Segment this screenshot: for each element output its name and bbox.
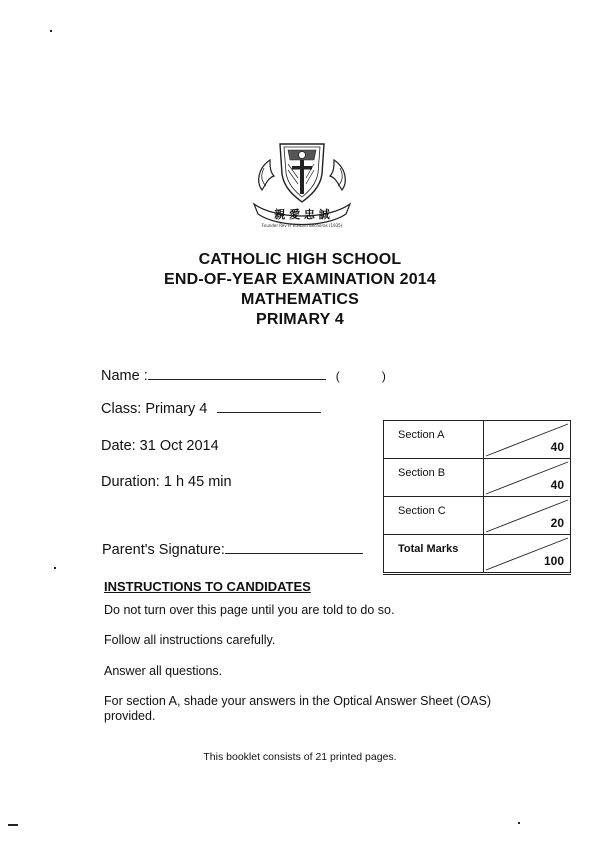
school-name: CATHOLIC HIGH SCHOOL: [198, 251, 402, 268]
date-field: [101, 438, 219, 454]
marks-row-label: Total Marks: [384, 535, 484, 574]
name-label: Name :: [101, 368, 148, 384]
scan-speck: [50, 30, 52, 32]
instruction-item: Follow all instructions carefully.: [104, 633, 276, 647]
marks-row-value: [484, 497, 571, 535]
marks-row-value: [484, 459, 571, 497]
marks-row: [384, 421, 571, 459]
exam-name: END-OF-YEAR EXAMINATION 2014: [163, 271, 436, 288]
pages-note: This booklet consists of 21 printed pages.: [203, 751, 397, 763]
scan-speck: [54, 567, 56, 569]
exam-title-block: [0, 250, 600, 330]
signature-blank-line: [225, 552, 363, 554]
name-field: [101, 368, 386, 384]
crest-banner-text: Founder Rev Fr Edward Becheras (1935): [261, 223, 343, 228]
marks-row-value: [484, 535, 571, 574]
signature-field: [102, 542, 363, 558]
marks-row-label: Section B: [384, 459, 484, 497]
instructions-heading: INSTRUCTIONS TO CANDIDATES: [104, 579, 311, 594]
name-blank-line: [148, 378, 326, 380]
instruction-item: Answer all questions.: [104, 664, 223, 678]
level-name: PRIMARY 4: [255, 311, 345, 328]
index-paren-close: ): [381, 369, 386, 383]
duration-field: [101, 474, 232, 490]
instruction-item: For section A, shade your answers in the Optical Answer Sheet (OAS) provided.: [104, 694, 491, 723]
school-crest-logo: [248, 138, 356, 230]
marks-row-label: Section A: [384, 421, 484, 459]
marks-value: 20: [550, 516, 564, 530]
marks-value: 40: [550, 440, 564, 454]
scan-speck: [518, 822, 520, 824]
date-label: Date: 31 Oct 2014: [101, 438, 219, 454]
marks-table: [383, 420, 571, 575]
marks-row-value: [484, 421, 571, 459]
marks-total-row: [384, 535, 571, 574]
subject-name: MATHEMATICS: [240, 291, 360, 308]
class-field: [101, 401, 321, 417]
marks-row: [384, 459, 571, 497]
instruction-item: Do not turn over this page until you are told to do so.: [104, 603, 395, 617]
marks-value: 100: [543, 554, 564, 568]
class-label: Class: Primary 4: [101, 401, 208, 417]
class-blank-line: [217, 411, 321, 413]
duration-label: Duration: 1 h 45 min: [101, 474, 232, 490]
index-paren-open: (: [335, 369, 340, 383]
scan-mark: [8, 824, 18, 826]
marks-value: 40: [550, 478, 564, 492]
marks-row: [384, 497, 571, 535]
marks-row-label: Section C: [384, 497, 484, 535]
crest-motto: 親 愛 忠 誠: [274, 208, 330, 221]
signature-label: Parent's Signature:: [102, 542, 225, 558]
